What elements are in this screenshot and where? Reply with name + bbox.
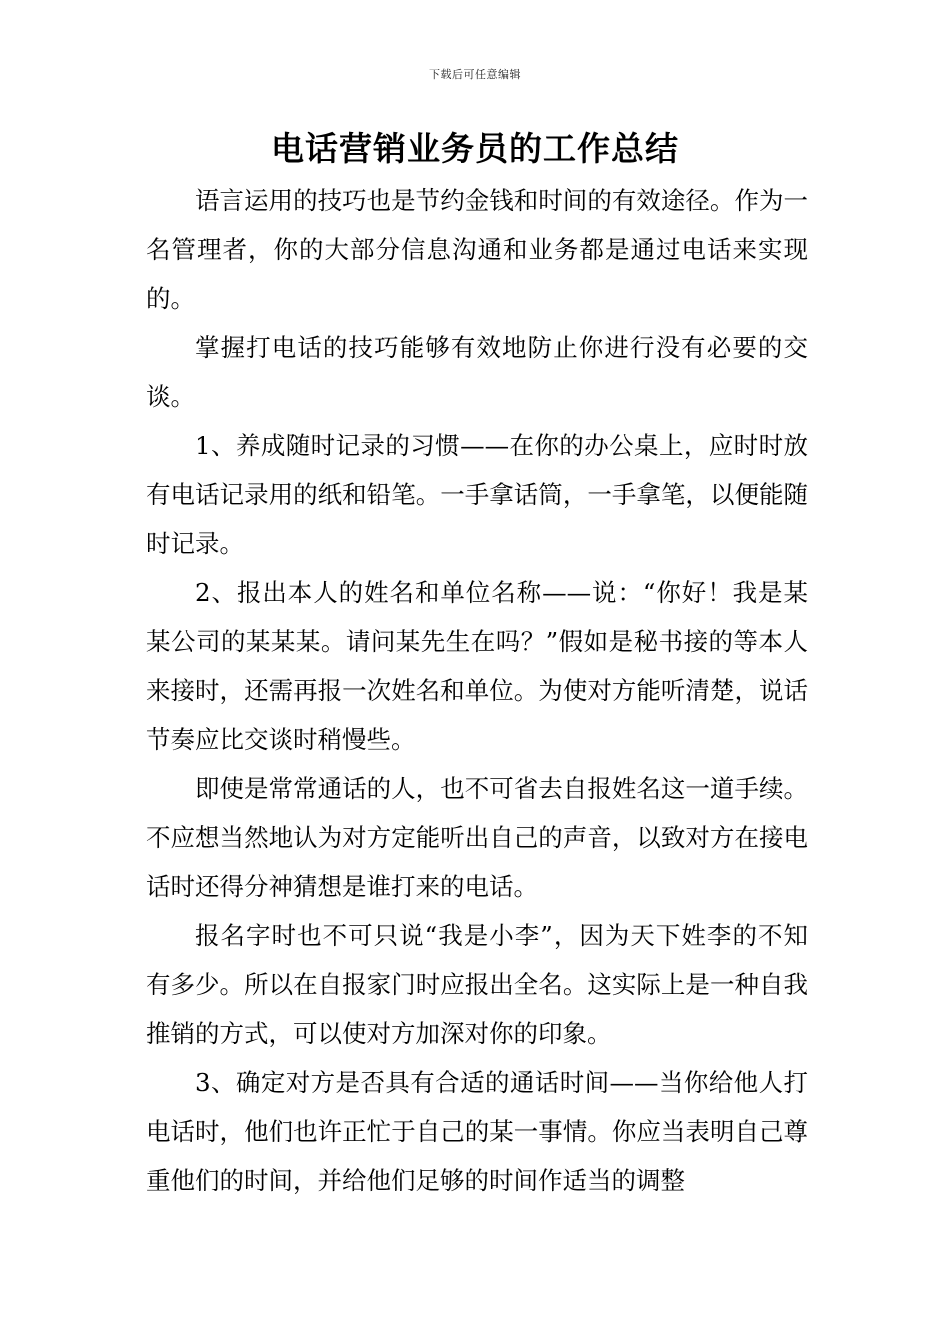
- paragraph: 掌握打电话的技巧能够有效地防止你进行没有必要的交谈。: [146, 333, 808, 411]
- paragraph: 即使是常常通话的人，也不可省去自报姓名这一道手续。不应想当然地认为对方定能听出自己的声音，以致对方在接电话时还得分神猜想是谁打来的电话。: [146, 774, 808, 901]
- paragraph: 语言运用的技巧也是节约金钱和时间的有效途径。作为一名管理者，你的大部分信息沟通和业务都是通过电话来实现的。: [146, 186, 808, 313]
- paragraph: 1、养成随时记录的习惯——在你的办公桌上，应时时放有电话记录用的纸和铅笔。一手拿话筒，一手拿笔，以便能随时记录。: [146, 431, 808, 558]
- paragraph: 报名字时也不可只说“我是小李”，因为天下姓李的不知有多少。所以在自报家门时应报出全名。这实际上是一种自我推销的方式，可以使对方加深对你的印象。: [146, 921, 808, 1048]
- document-body: [146, 176, 808, 1205]
- paragraph: 3、确定对方是否具有合适的通话时间——当你给他人打电话时，他们也许正忙于自己的某一事情。你应当表明自己尊重他们的时间，并给他们足够的时间作适当的调整: [146, 1068, 808, 1195]
- document-title: 电话营销业务员的工作总结: [271, 129, 679, 168]
- paragraph: 2、报出本人的姓名和单位名称——说：“你好！我是某某公司的某某某。请问某先生在吗？”假如是秘书接的等本人来接时，还需再报一次姓名和单位。为使对方能听清楚，说话节奏应比交谈时稍慢些。: [146, 578, 808, 754]
- header-note: 下载后可任意编辑: [429, 68, 521, 81]
